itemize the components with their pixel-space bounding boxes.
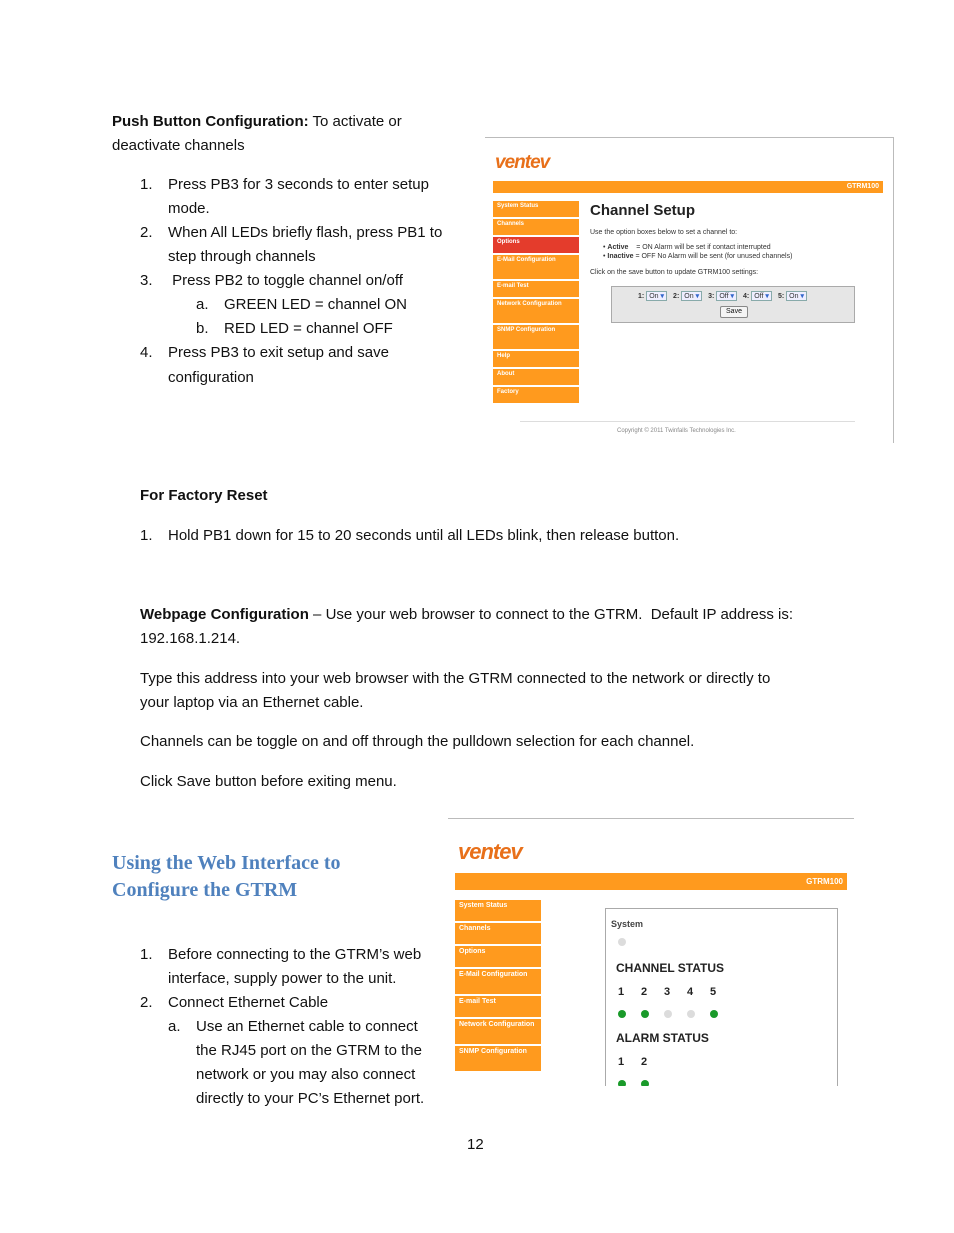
step-number: 1.	[140, 946, 153, 963]
status-number: 2	[641, 986, 648, 998]
system-status-screenshot	[448, 818, 854, 1086]
step-number: 2.	[140, 224, 153, 241]
webpage-config-line1	[140, 603, 793, 627]
channel-select[interactable]	[646, 291, 667, 301]
sidebar-item-snmp-configuration[interactable]: SNMP Configuration	[493, 325, 579, 349]
status-number: 2	[641, 1056, 648, 1068]
section-heading: Configure the GTRM	[112, 879, 298, 901]
ventev-logo: ventev	[495, 152, 550, 173]
channel-select[interactable]	[786, 291, 807, 301]
save-button[interactable]: Save	[720, 306, 748, 318]
sidebar-item-channels[interactable]: Channels	[455, 923, 541, 944]
system-label: System	[611, 919, 644, 929]
chevron-down-icon: ▾	[798, 293, 804, 300]
chevron-down-icon: ▾	[658, 293, 665, 300]
ventev-logo: ventev	[458, 839, 522, 864]
sidebar-item-options[interactable]: Options	[455, 946, 541, 967]
substep-number: a.	[168, 1018, 181, 1035]
step-text: When All LEDs briefly flash, press PB1 to	[168, 224, 443, 241]
sidebar-item-e-mail-configuration[interactable]: E-Mail Configuration	[455, 969, 541, 994]
status-number: 5	[710, 986, 717, 998]
bullet-active-text: = ON Alarm will be set if contact interrupted	[636, 244, 771, 251]
step-number: 1.	[140, 176, 153, 193]
paragraph: your laptop via an Ethernet cable.	[140, 694, 364, 711]
channel-select[interactable]	[751, 291, 772, 301]
save-hint: Click on the save button to update GTRM100 settings:	[590, 269, 759, 276]
bullet-active-bold: Active	[607, 244, 629, 251]
substep-text: the RJ45 port on the GTRM to the	[196, 1042, 422, 1059]
paragraph: Type this address into your web browser with the GTRM connected to the network or directly to	[140, 670, 771, 687]
webpage-config-title: Webpage Configuration	[140, 606, 309, 623]
status-led-on	[641, 1010, 649, 1018]
channel-select-row	[638, 291, 813, 301]
substep-text: RED LED = channel OFF	[224, 320, 393, 337]
sidebar-item-about[interactable]: About	[493, 369, 579, 385]
chevron-down-icon: ▾	[763, 293, 769, 300]
paragraph: Click Save button before exiting menu.	[140, 773, 397, 790]
sidebar-item-factory[interactable]: Factory	[493, 387, 579, 403]
status-number: 3	[664, 986, 671, 998]
sidebar-item-e-mail-configuration[interactable]: E-Mail Configuration	[493, 255, 579, 279]
status-panel	[605, 908, 838, 1086]
channel-label: 5:	[777, 293, 785, 300]
channel-label: 2:	[673, 293, 680, 300]
step-text: configuration	[168, 369, 254, 386]
step-number: 3.	[140, 272, 153, 289]
sidebar-item-network-configuration[interactable]: Network Configuration	[455, 1019, 541, 1044]
sidebar-item-system-status[interactable]: System Status	[493, 201, 579, 217]
bullet-active: • Active = ON Alarm will be set if contact interrupted	[603, 244, 771, 251]
step-text: mode.	[168, 200, 210, 217]
step-text: Press PB2 to toggle channel on/off	[168, 272, 403, 289]
sidebar-item-e-mail-test[interactable]: E-mail Test	[493, 281, 579, 297]
channel-label: 4:	[743, 293, 750, 300]
header-bar: GTRM100	[455, 873, 847, 890]
default-ip: 192.168.1.214.	[140, 630, 241, 647]
substep-text: GREEN LED = channel ON	[224, 296, 407, 313]
paragraph: Channels can be toggle on and off through the pulldown selection for each channel.	[140, 733, 695, 750]
sidebar-item-options[interactable]: Options	[493, 237, 579, 253]
page-number: 12	[467, 1136, 484, 1153]
step-text: interface, supply power to the unit.	[168, 970, 397, 987]
status-number: 4	[687, 986, 694, 998]
chevron-down-icon: ▾	[728, 293, 735, 300]
step-number: 2.	[140, 994, 153, 1011]
step-text: Before connecting to the GTRM’s web	[168, 946, 422, 963]
channel-status-title: CHANNEL STATUS	[616, 961, 724, 975]
footer-divider	[520, 421, 855, 422]
status-number: 1	[618, 986, 625, 998]
status-led-off	[664, 1010, 672, 1018]
channel-label: 1:	[638, 293, 645, 300]
substep-text: network or you may also connect	[196, 1066, 416, 1083]
channel-label: 3:	[708, 293, 715, 300]
alarm-status-title: ALARM STATUS	[616, 1031, 709, 1045]
substep-text: Use an Ethernet cable to connect	[196, 1018, 418, 1035]
status-led-on	[710, 1010, 718, 1018]
factory-step-text: Hold PB1 down for 15 to 20 seconds until all LEDs blink, then release button.	[168, 527, 680, 544]
bullet-inactive-bold: Inactive	[607, 253, 634, 260]
copyright: Copyright © 2011 Twinfalls Technologies Inc.	[617, 428, 736, 434]
substep-number: a.	[196, 296, 209, 313]
channel-select-value: Off	[754, 293, 764, 300]
step-text: Connect Ethernet Cable	[168, 994, 329, 1011]
factory-step-number: 1.	[140, 527, 153, 544]
webpage-config-text: – Use your web browser to connect to the GTRM. Default IP address is:	[308, 606, 793, 623]
step-text: step through channels	[168, 248, 316, 265]
sidebar-item-network-configuration[interactable]: Network Configuration	[493, 299, 579, 323]
step-number: 4.	[140, 344, 153, 361]
status-number: 1	[618, 1056, 625, 1068]
push-button-title-rest: To activate or	[308, 113, 402, 130]
channel-select[interactable]	[716, 291, 737, 301]
status-led-on	[641, 1080, 649, 1086]
bullet-inactive-text: = OFF No Alarm will be sent (for unused channels)	[635, 253, 793, 260]
push-button-title-bold: Push Button Configuration:	[112, 113, 309, 130]
substep-number: b.	[196, 320, 209, 337]
channel-setup-intro: Use the option boxes below to set a channel to:	[590, 229, 738, 236]
factory-reset-title: For Factory Reset	[140, 487, 268, 504]
section-heading: Using the Web Interface to	[112, 852, 341, 874]
channel-setup-screenshot	[485, 137, 894, 443]
system-indicator	[618, 938, 626, 946]
channel-options-box	[611, 286, 855, 323]
chevron-down-icon: ▾	[693, 293, 700, 300]
channel-select-value: On	[649, 293, 659, 300]
substep-text: directly to your PC’s Ethernet port.	[196, 1090, 425, 1107]
channel-select-value: Off	[719, 293, 729, 300]
status-led-on	[618, 1080, 626, 1086]
status-led-on	[618, 1010, 626, 1018]
channel-select[interactable]	[681, 291, 702, 301]
bullet-inactive: • Inactive = OFF No Alarm will be sent (for unused channels)	[603, 253, 793, 260]
status-led-off	[687, 1010, 695, 1018]
channel-select-value: On	[684, 293, 694, 300]
channel-setup-title: Channel Setup	[590, 202, 696, 219]
sidebar-item-channels[interactable]: Channels	[493, 219, 579, 235]
push-button-title	[112, 110, 402, 134]
sidebar-item-system-status[interactable]: System Status	[455, 900, 541, 921]
step-text: Press PB3 for 3 seconds to enter setup	[168, 176, 429, 193]
channel-select-value: On	[789, 293, 799, 300]
sidebar-item-snmp-configuration[interactable]: SNMP Configuration	[455, 1046, 541, 1071]
step-text: Press PB3 to exit setup and save	[168, 344, 389, 361]
header-bar: GTRM100	[493, 181, 883, 193]
sidebar-item-e-mail-test[interactable]: E-mail Test	[455, 996, 541, 1017]
push-button-title-line2: deactivate channels	[112, 137, 245, 154]
sidebar-item-help[interactable]: Help	[493, 351, 579, 367]
